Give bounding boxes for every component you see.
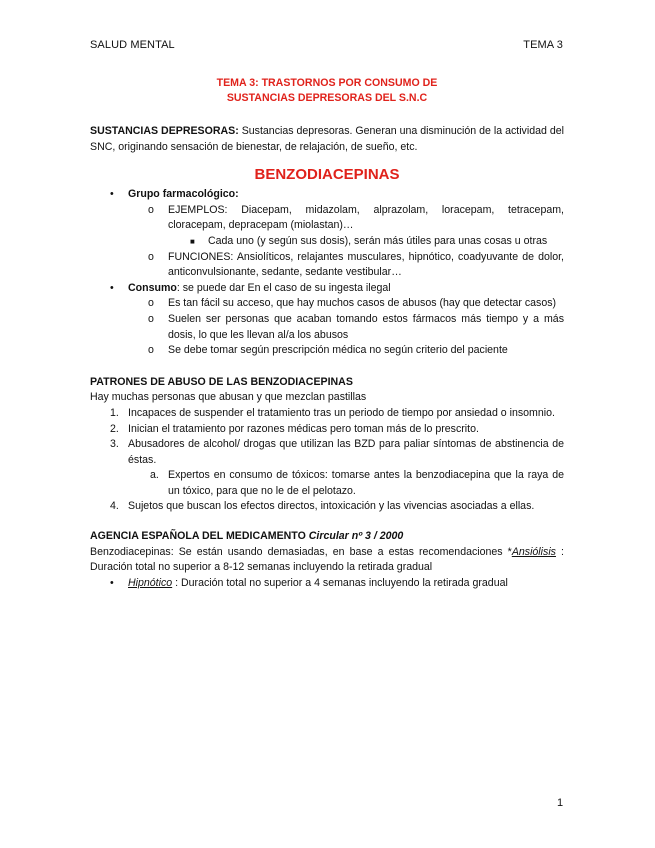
- funciones-text: FUNCIONES: Ansiolíticos, relajantes musculares, hipnótico, coadyuvante de dolor, anticonvulsionante, sedante, sedante vestibular…: [168, 250, 564, 279]
- benzo-list: [90, 187, 564, 359]
- agencia-list: [90, 576, 564, 592]
- circle-bullet-icon: o: [148, 312, 154, 325]
- intro-text: Sustancias depresoras. Generan una disminución de la actividad del SNC, originando sensación de bienestar, de relajación, de sueño, etc.: [90, 125, 564, 153]
- hipnotico-text: : Duración total no superior a 4 semanas incluyendo la retirada gradual: [172, 576, 508, 589]
- consumo-text: : se puede dar En el caso de su ingesta ilegal: [176, 281, 391, 294]
- list-letter: a.: [150, 469, 159, 482]
- list-item: [90, 296, 564, 312]
- list-item: [90, 281, 564, 297]
- page-number: 1: [557, 797, 564, 809]
- bullet-icon: •: [110, 281, 114, 294]
- list-item: [90, 406, 564, 422]
- list-item: [90, 576, 564, 592]
- agencia-heading: [90, 529, 564, 545]
- consumo-item: Se debe tomar según prescripción médica no según criterio del paciente: [168, 344, 508, 357]
- intro-paragraph: [90, 124, 564, 155]
- agencia-title: AGENCIA ESPAÑOLA DEL MEDICAMENTO: [90, 530, 306, 543]
- patron-subtext: Expertos en consumo de tóxicos: tomarse antes la benzodiacepina que la raya de un tóxico, para que no le de el pelotazo.: [168, 469, 564, 497]
- list-item: [90, 343, 564, 359]
- circle-bullet-icon: o: [148, 203, 154, 216]
- patron-text: Inician el tratamiento por razones médicas pero toman más de lo prescrito.: [128, 422, 479, 435]
- list-item: [90, 468, 564, 499]
- cada-uno-text: Cada uno (y según sus dosis), serán más útiles para unas cosas u otras: [208, 234, 548, 247]
- grupo-label: Grupo farmacológico:: [128, 188, 239, 201]
- patron-text: Sujetos que buscan los efectos directos, intoxicación y las vivencias asociadas a ellas.: [128, 500, 535, 513]
- agencia-paragraph: [90, 545, 564, 576]
- bullet-icon: •: [110, 576, 114, 589]
- circle-bullet-icon: o: [148, 250, 154, 263]
- doc-title-line1: TEMA 3: TRASTORNOS POR CONSUMO DE: [216, 77, 438, 89]
- square-bullet-icon: ■: [190, 236, 195, 246]
- patron-text: Abusadores de alcohol/ drogas que utilizan las BZD para paliar síntomas de abstinencia de éstas.: [128, 438, 564, 466]
- list-item: [90, 234, 564, 250]
- list-item: [90, 422, 564, 438]
- list-number: 3.: [110, 438, 119, 451]
- consumo-label: Consumo: [128, 281, 177, 294]
- patrones-intro: Hay muchas personas que abusan y que mezclan pastillas: [90, 391, 367, 404]
- list-item: [90, 499, 564, 515]
- list-item: [90, 187, 564, 203]
- ejemplos-text: EJEMPLOS: Diacepam, midazolam, alprazolam, loracepam, tetracepam, cloracepam, depracepam (miolastan)…: [168, 203, 564, 232]
- ansiolisis-term: Ansiólisis: [511, 545, 556, 558]
- benzo-heading: BENZODIACEPINAS: [254, 166, 400, 184]
- list-item: [90, 437, 564, 468]
- consumo-item: Suelen ser personas que acaban tomando estos fármacos más tiempo y a más dosis, lo que les llevan al/a los abusos: [168, 312, 564, 341]
- patrones-heading: PATRONES DE ABUSO DE LAS BENZODIACEPINAS: [90, 375, 353, 388]
- consumo-item: Es tan fácil su acceso, que hay muchos casos de abusos (hay que detectar casos): [168, 297, 557, 310]
- circle-bullet-icon: o: [148, 344, 154, 357]
- header-left: SALUD MENTAL: [90, 39, 175, 51]
- agencia-circular: Circular nº 3 / 2000: [308, 530, 404, 543]
- list-number: 4.: [110, 500, 119, 513]
- doc-title-line2: SUSTANCIAS DEPRESORAS DEL S.N.C: [226, 92, 428, 104]
- list-item: [90, 250, 564, 281]
- list-item: [90, 312, 564, 343]
- doc-title: [90, 76, 564, 106]
- document-body: [90, 76, 564, 591]
- patron-text: Incapaces de suspender el tratamiento tras un periodo de tiempo por ansiedad o insomnio.: [128, 406, 555, 419]
- circle-bullet-icon: o: [148, 297, 154, 310]
- bullet-icon: •: [110, 188, 114, 201]
- list-number: 2.: [110, 422, 119, 435]
- agencia-text-pre: Benzodiacepinas: Se están usando demasiadas, en base a estas recomendaciones *: [90, 545, 512, 558]
- intro-label: SUSTANCIAS DEPRESORAS:: [90, 125, 239, 137]
- list-item: [90, 203, 564, 234]
- patrones-list: [90, 406, 564, 515]
- agencia-text-post: : Duración total no superior a 8-12 semanas incluyendo la retirada gradual: [90, 545, 564, 574]
- list-number: 1.: [110, 406, 119, 419]
- header-right: TEMA 3: [523, 39, 563, 51]
- hipnotico-term: Hipnótico: [128, 576, 173, 589]
